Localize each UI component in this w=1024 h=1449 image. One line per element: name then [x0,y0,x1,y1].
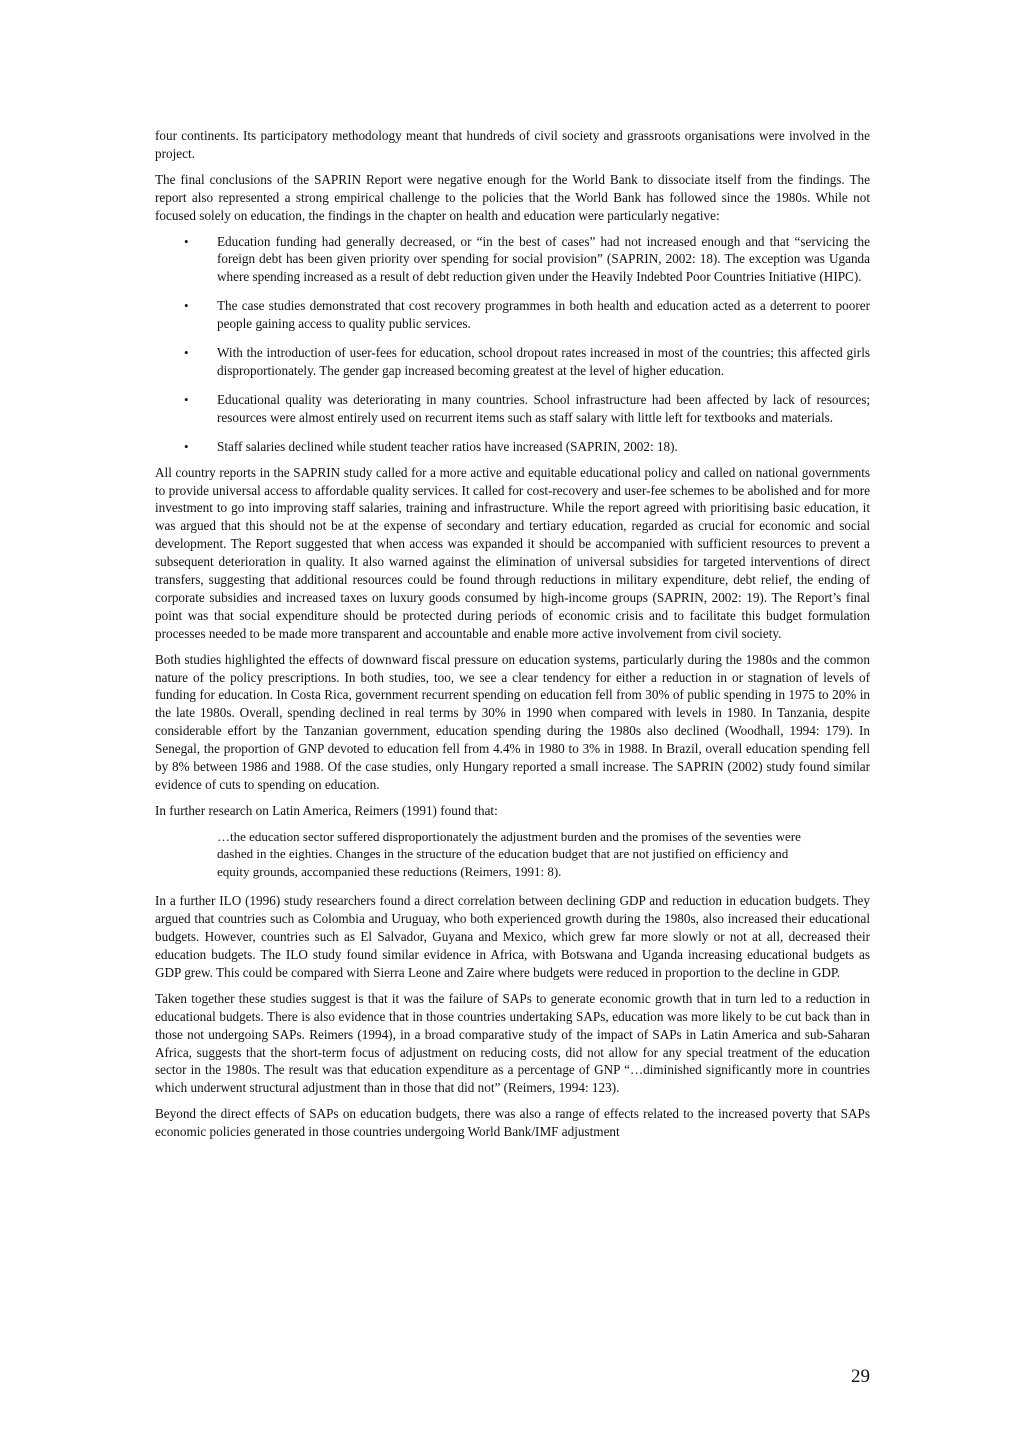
paragraph-ilo-study: In a further ILO (1996) study researchers found a direct correlation between declining GDP and reduction in education budgets. They argued that countries such as Colombia and Uruguay, who both experienced growth during the 1980s, also increased their educational budgets. However, countries such as El Salvador, Guyana and Mexico, which grew far more slowly or not at all, decreased their education budgets. The ILO study found similar evidence in Africa, with Botswana and Uganda increasing educational budgets as GDP grew. This could be compared with Sierra Leone and Zaire where budgets were reduced in proportion to the decline in GDP. [155,893,870,980]
list-item [155,438,870,456]
list-item [155,297,870,333]
list-item-text: Education funding had generally decreased, or “in the best of cases” had not increased enough and that “servicing the foreign debt has been given priority over spending for social provision” (SAPRIN, 2002: 18). The exception was Uganda where spending increased as a result of debt reduction given under the Heavily Indebted Poor Countries Initiative (HIPC). [217,233,870,285]
paragraph-fiscal-pressure: Both studies highlighted the effects of downward fiscal pressure on education systems, particularly during the 1980s and the common nature of the policy prescriptions. In both studies, too, we see a clear tendency for either a reduction in or stagnation of levels of funding for education. In Costa Rica, government recurrent spending on education fell from 30% of public spending in 1975 to 20% in the late 1980s. Overall, spending declined in real terms by 30% in 1990 when compared with levels in 1980. In Tanzania, despite considerable effort by the Tanzanian government, education spending during the 1980s also declined (Woodhall, 1994: 179). In Senegal, the proportion of GNP devoted to education fell from 4.4% in 1980 to 3% in 1988. In Brazil, overall education spending fell by 8% between 1986 and 1988. Of the case studies, only Hungary reported a small increase. The SAPRIN (2002) study found similar evidence of cuts to spending on education. [155,651,870,792]
list-item-text: Educational quality was deteriorating in many countries. School infrastructure had been affected by lack of resources; resources were almost entirely used on recurrent items such as staff salary with little left for textbooks and materials. [217,391,870,425]
list-item [155,233,870,287]
list-item [155,391,870,427]
bullet-icon: • [184,298,189,314]
block-quote: …the education sector suffered disproportionately the adjustment burden and the promises of the seventies were dashed in the eighties. Changes in the structure of the education budget that are not justified on efficiency and equity grounds, accompanied these reductions (Reimers, 1991: 8). [217,828,801,879]
page-number: 29 [851,1366,870,1387]
paragraph-direct-effects: Beyond the direct effects of SAPs on education budgets, there was also a range of effects related to the increased poverty that SAPs economic policies generated in those countries undergoing World Bank/IMF adjustment [155,1106,870,1140]
list-item-text: The case studies demonstrated that cost recovery programmes in both health and education acted as a deterrent to poorer people gaining access to quality public services. [217,298,870,332]
list-item [155,344,870,380]
paragraph-latin-america: In further research on Latin America, Reimers (1991) found that: [155,802,498,818]
page-body [155,127,870,1149]
paragraph-saprin-conclusions: The final conclusions of the SAPRIN Report were negative enough for the World Bank to dissociate itself from the findings. The report also represented a strong empirical challenge to the policies that the World Bank has followed since the 1980s. While not focused solely on education, the findings in the chapter on health and education were particularly negative: [155,171,870,223]
paragraph-continuation: four continents. Its participatory methodology meant that hundreds of civil society and grassroots organisations were involved in the project. [155,128,870,161]
bullet-icon: • [184,438,189,454]
list-item-text: With the introduction of user-fees for education, school dropout rates increased in most of the countries; this affected girls disproportionately. The gender gap increased becoming greatest at the level of higher education. [217,345,870,378]
findings-list [155,233,870,456]
paragraph-country-reports: All country reports in the SAPRIN study called for a more active and equitable educational policy and called on national governments to provide universal access to affordable quality services. It called for cost-recovery and user-fee schemes to be abolished and for more investment to go into improving staff salaries, training and infrastructure. While the report agreed with prioritising basic education, it was argued that this should not be at the expense of secondary and tertiary education, regarded as crucial for economic and social development. The Report suggested that when access was expanded it should be accompanied with sufficient resources to prevent a subsequent deterioration in quality. It also warned against the elimination of universal subsidies for targeted interventions of direct transfers, suggesting that additional resources could be found through reductions in military expenditure, debt relief, the ending of corporate subsidies and increased taxes on luxury goods consumed by high-income groups (SAPRIN, 2002: 19). The Report’s final point was that social expenditure should be protected during periods of economic crisis and to facilitate this budget formulation processes needed to be made more transparent and accountable and enable more active involvement from civil society. [155,464,870,641]
paragraph-saps-failure: Taken together these studies suggest is that it was the failure of SAPs to generate economic growth that in turn led to a reduction in educational budgets. There is also evidence that in those countries undertaking SAPs, education was more likely to be cut back than in those not undergoing SAPs. Reimers (1994), in a broad comparative study of the impact of SAPs in Latin America and sub-Saharan Africa, suggests that the short-term focus of adjustment on reducing costs, did not allow for any special treatment of the education sector in the 1980s. The result was that education expenditure as a percentage of GNP “…diminished significantly more in countries which underwent structural adjustment than in those that did not” (Reimers, 1994: 123). [155,990,870,1096]
bullet-icon: • [184,391,189,407]
bullet-icon: • [184,233,189,249]
bullet-icon: • [184,345,189,361]
list-item-text: Staff salaries declined while student teacher ratios have increased (SAPRIN, 2002: 18). [217,438,678,454]
